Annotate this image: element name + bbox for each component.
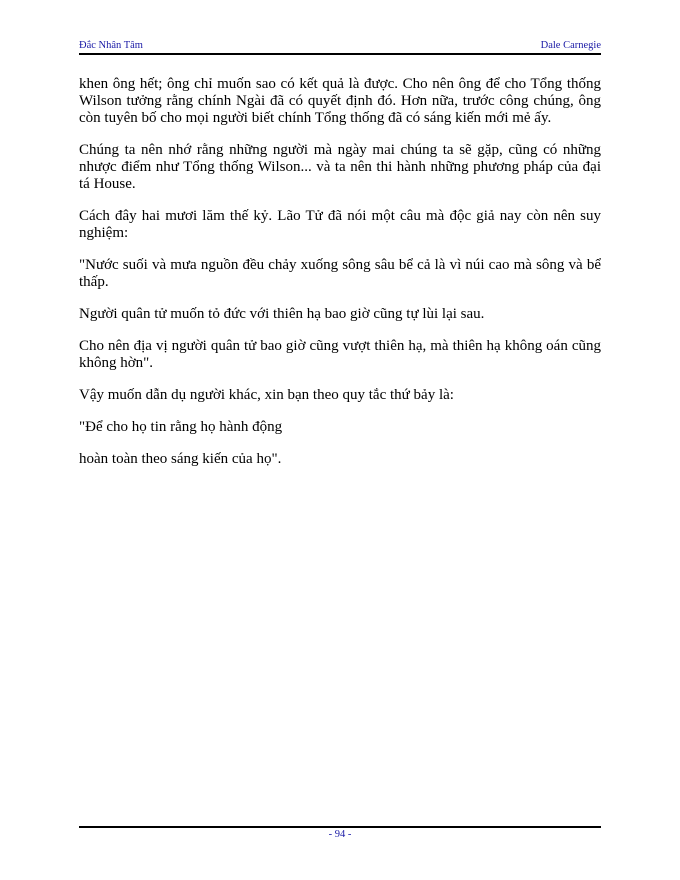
page-footer	[79, 826, 601, 841]
page-number: - 94 -	[328, 829, 352, 840]
paragraph: Cách đây hai mươi lăm thế kỷ. Lão Tử đã nói một câu mà độc giả nay còn nên suy nghiệm:	[79, 208, 601, 241]
paragraph: "Nước suối và mưa nguồn đều chảy xuống sông sâu bể cả là vì núi cao mà sông và bể thấp.	[79, 257, 601, 290]
body-text	[79, 76, 601, 483]
paragraph: khen ông hết; ông chỉ muốn sao có kết quả là được. Cho nên ông để cho Tổng thống Wilson tưởng rằng chính Ngài đã có quyết định đó. Hơn nữa, trước công chúng, ông còn tuyên bố cho mọi người biết chính Tổng thống đã có sáng kiến mới mẻ ấy.	[79, 76, 601, 126]
paragraph: hoàn toàn theo sáng kiến của họ".	[79, 451, 282, 467]
paragraph: Người quân tử muốn tỏ đức với thiên hạ bao giờ cũng tự lùi lại sau.	[79, 306, 485, 322]
book-title: Đắc Nhân Tâm	[79, 40, 143, 51]
author-name: Dale Carnegie	[540, 40, 601, 51]
paragraph: Cho nên địa vị người quân tử bao giờ cũng vượt thiên hạ, mà thiên hạ không oán cũng không hờn".	[79, 338, 601, 371]
paragraph: Chúng ta nên nhớ rằng những người mà ngày mai chúng ta sẽ gặp, cũng có những nhược điểm như Tổng thống Wilson... và ta nên thi hành những phương pháp của đại tá House.	[79, 142, 601, 192]
paragraph: "Để cho họ tin rằng họ hành động	[79, 419, 283, 435]
paragraph: Vậy muốn dẫn dụ người khác, xin bạn theo quy tắc thứ bảy là:	[79, 387, 454, 403]
page-header	[79, 40, 601, 55]
